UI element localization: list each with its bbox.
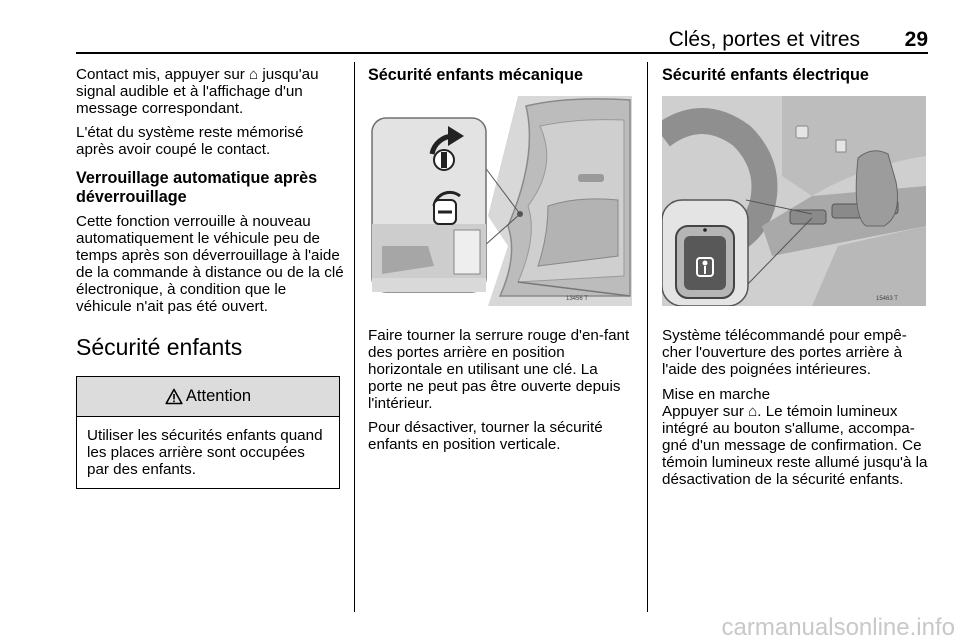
paragraph-lock-signal: Contact mis, appuyer sur ⌂ jusqu'au signal audible et à l'affichage d'un message correspondant. [76,66,319,117]
warning-triangle-icon [165,388,183,405]
illustration-id-mechanical: 13456 T [566,296,588,302]
paragraph-auto-relock: Cette fonction verrouille à nouveau automatiquement le véhicule peu de temps après son déverrouillage à l'aide de la commande à distance ou de la clé électronique, à condition que le véhicule n'ait pas été ouvert. [76,213,344,315]
column-left [76,66,344,489]
warning-box [76,376,340,489]
illustration-id-electric: 15463 T [876,296,898,302]
watermark: carmanualsonline.info [721,614,955,641]
warning-header [77,377,339,417]
warning-body [77,417,339,488]
warning-title: Attention [185,387,252,405]
mechanical-child-lock-illustration [368,96,632,306]
subheading-activation: Mise en marche [662,385,771,403]
heading-auto-relock: Verrouillage automatique après déverrouillage [76,169,318,206]
section-title: Sécurité enfants [76,334,243,360]
column-divider-right [647,62,648,612]
paragraph-state-memorized: L'état du système reste mémorisé après avoir coupé le contact. [76,124,304,158]
column-divider-left [354,62,355,612]
warning-text: Utiliser les sécurités enfants quand les places arrière sont occupées par des enfants. [87,427,323,478]
paragraph-mechanical-deactivate: Pour désactiver, tourner la sécurité enfants en position verticale. [368,418,603,453]
header-rule [76,52,928,54]
paragraph-mechanical-activate: Faire tourner la serrure rouge d'en-fant des portes arrière en position horizontale en utilisant une clé. La porte ne peut pas être ouverte depuis l'intérieur. [368,326,630,412]
chapter-title: Clés, portes et vitres [668,28,860,51]
electric-child-lock-illustration [662,96,926,306]
heading-mechanical-child-lock: Sécurité enfants mécanique [368,66,584,84]
heading-electric-child-lock: Sécurité enfants électrique [662,66,869,84]
page-number: 29 [904,28,928,51]
paragraph-electric-description: Système télécommandé pour empê-cher l'ouverture des portes arrière à l'aide des poignées intérieures. [662,326,907,378]
paragraph-electric-activation: Appuyer sur ⌂. Le témoin lumineux intégré au bouton s'allume, accompa-gné d'un message de confirmation. Ce témoin lumineux reste allumé jusqu'à la désactivation de la sécurité enfants. [662,402,928,488]
